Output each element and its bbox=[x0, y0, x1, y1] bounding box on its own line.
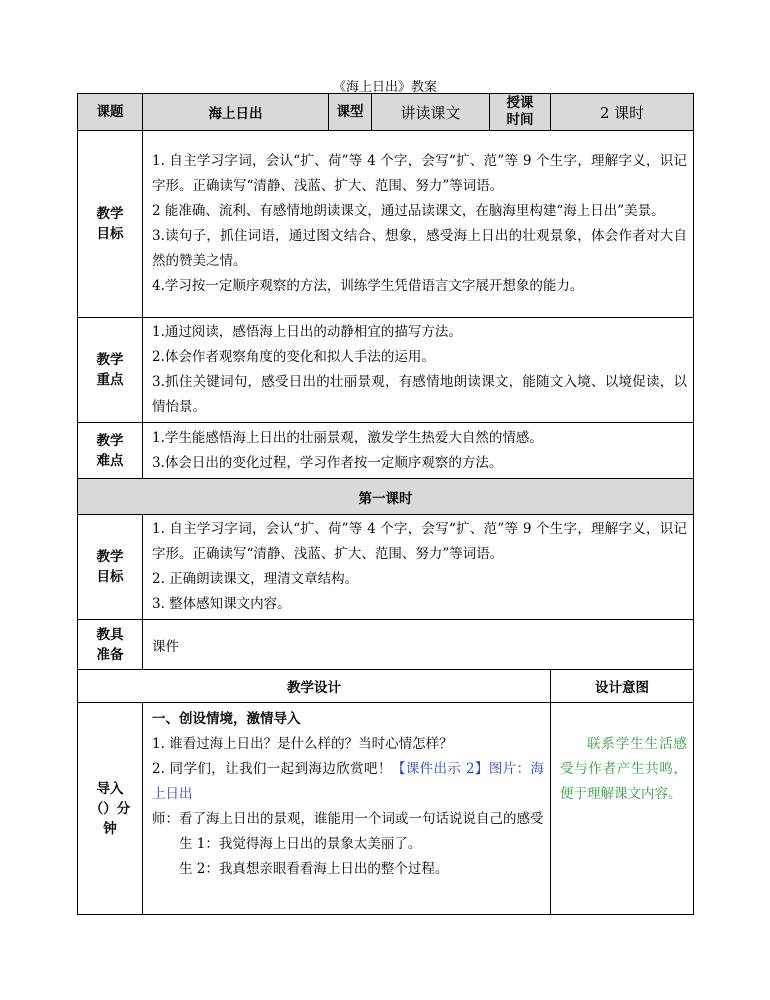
lesson-plan-table bbox=[77, 93, 694, 915]
tools-value: 课件 bbox=[143, 620, 694, 670]
intro-student-2: 生 2：我真想亲眼看看海上日出的整个过程。 bbox=[179, 861, 449, 877]
difficulty-2: 3.体会日出的变化过程，学习作者按一定顺序观察的方法。 bbox=[152, 454, 503, 471]
tools-label-line-2: 准备 bbox=[96, 646, 124, 663]
lesson1-title: 第一课时 bbox=[78, 479, 694, 515]
courseware-highlight: 【课件出示 2】图片：海上日出 bbox=[152, 761, 544, 802]
key-points-label-line-1: 教学 bbox=[96, 352, 124, 368]
difficulties-row bbox=[78, 423, 694, 479]
lesson1-goal-2: 2. 正确朗读课文，理清文章结构。 bbox=[152, 571, 359, 587]
hours-value: 2 课时 bbox=[551, 94, 694, 131]
difficulties-content bbox=[143, 423, 694, 479]
lesson1-goal-1: 1. 自主学习字词，会认“扩、荷”等 4 个字，会写“扩、范”等 9 个生字，理解字义，识记字形。正确读写“清静、浅蓝、扩大、范围、努力”等词语。 bbox=[152, 521, 687, 562]
lesson1-goal-3: 3. 整体感知课文内容。 bbox=[152, 596, 291, 612]
goals-row bbox=[78, 131, 694, 318]
lesson1-goals-label-line-1: 教学 bbox=[96, 549, 124, 565]
intro-intent bbox=[551, 703, 694, 915]
lesson1-title-row bbox=[78, 479, 694, 515]
topic-label: 课题 bbox=[78, 94, 143, 131]
goals-line-3: 3.读句子，抓住词语，通过图文结合、想象，感受海上日出的壮观景象，体会作者对大自然的赞美之情。 bbox=[152, 228, 687, 269]
key-points-label bbox=[78, 318, 143, 423]
tools-row bbox=[78, 620, 694, 670]
tools-label bbox=[78, 620, 143, 670]
type-value: 讲读课文 bbox=[372, 94, 490, 131]
intro-intent-text: 联系学生生活感受与作者产生共鸣，便于理解课文内容。 bbox=[560, 736, 687, 802]
time-label bbox=[490, 94, 551, 131]
intro-label-line-3: 钟 bbox=[103, 820, 117, 837]
tools-label-line-1: 教具 bbox=[96, 626, 124, 643]
intro-question-2-text: 2. 同学们，让我们一起到海边欣赏吧！ bbox=[152, 761, 392, 777]
goals-content bbox=[143, 131, 694, 318]
time-label-line-2: 时间 bbox=[506, 112, 534, 128]
intro-heading: 一、创设情境，激情导入 bbox=[152, 711, 301, 727]
lesson1-goals-label bbox=[78, 515, 143, 620]
intro-teacher-line: 师：看了海上日出的景观，谁能用一个词或一句话说说自己的感受 bbox=[152, 811, 544, 827]
goals-label-line-1: 教学 bbox=[96, 206, 124, 222]
intro-question-2 bbox=[152, 757, 544, 807]
lesson1-goals-label-line-2: 目标 bbox=[96, 569, 124, 585]
intro-row bbox=[78, 703, 694, 915]
intro-question-1: 1. 谁看过海上日出？是什么样的？当时心情怎样？ bbox=[152, 736, 453, 752]
goals-line-1: 1. 自主学习字词，会认“扩、荷”等 4 个字，会写“扩、范”等 9 个生字，理解字义，识记字形。正确读写“清静、浅蓝、扩大、范围、努力”等词语。 bbox=[152, 153, 687, 194]
difficulties-label-line-2: 难点 bbox=[96, 452, 124, 469]
design-header-left: 教学设计 bbox=[78, 670, 551, 703]
goals-line-4: 4.学习按一定顺序观察的方法，训练学生凭借语言文字展开想象的能力。 bbox=[152, 278, 584, 294]
intro-student-1: 生 1：我觉得海上日出的景象太美丽了。 bbox=[179, 836, 422, 852]
goals-label-line-2: 目标 bbox=[96, 226, 124, 242]
design-header-row bbox=[78, 670, 694, 703]
key-point-2: 2.体会作者观察角度的变化和拟人手法的运用。 bbox=[152, 349, 435, 365]
intro-content bbox=[143, 703, 551, 915]
key-points-row bbox=[78, 318, 694, 423]
design-header-right: 设计意图 bbox=[551, 670, 694, 703]
header-row bbox=[78, 94, 694, 131]
key-point-3: 3.抓住关键词句，感受日出的壮丽景观，有感情地朗读课文，能随文入境、以境促读，以情怡景。 bbox=[152, 374, 687, 415]
goals-label bbox=[78, 131, 143, 318]
goals-line-2: 2 能准确、流利、有感情地朗读课文，通过品读课文，在脑海里构建“海上日出”美景。 bbox=[152, 203, 665, 219]
lesson1-goals-row bbox=[78, 515, 694, 620]
intro-label bbox=[78, 703, 143, 915]
lesson1-goals-content bbox=[143, 515, 694, 620]
difficulties-label bbox=[78, 423, 143, 479]
key-points-content bbox=[143, 318, 694, 423]
topic-value: 海上日出 bbox=[143, 94, 329, 131]
document-title: 《海上日出》教案 bbox=[332, 80, 437, 95]
difficulties-label-line-1: 教学 bbox=[96, 432, 124, 449]
key-point-1: 1.通过阅读，感悟海上日出的动静相宜的描写方法。 bbox=[152, 324, 462, 340]
intro-label-line-2: （）分 bbox=[89, 800, 131, 817]
difficulty-1: 1.学生能感悟海上日出的壮丽景观，激发学生热爱大自然的情感。 bbox=[152, 429, 543, 446]
type-label: 课型 bbox=[329, 94, 372, 131]
key-points-label-line-2: 重点 bbox=[96, 372, 124, 388]
intro-label-line-1: 导入 bbox=[96, 780, 124, 797]
time-label-line-1: 授课 bbox=[506, 95, 534, 111]
